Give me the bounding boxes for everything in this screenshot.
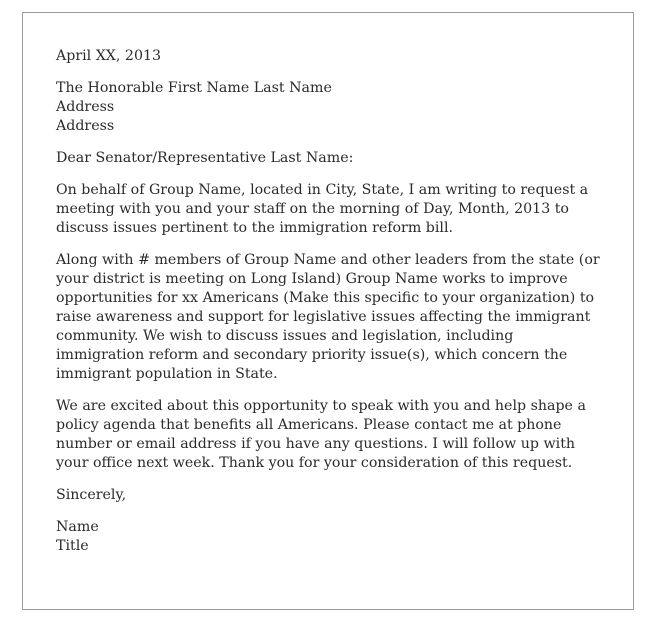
- recipient-address-line-2: Address: [56, 118, 115, 134]
- paragraph-line: immigration reform and secondary priority issue(s), which concern the: [56, 347, 568, 363]
- paragraph-line: opportunities for xx Americans (Make this specific to your organization) to: [56, 290, 595, 306]
- paragraph-line: discuss issues pertinent to the immigration reform bill.: [56, 220, 454, 236]
- paragraph-1: [56, 181, 596, 238]
- paragraph-line: your office next week. Thank you for your consideration of this request.: [56, 455, 573, 471]
- paragraph-line: immigrant population in State.: [56, 366, 278, 382]
- letter-page: [22, 12, 634, 610]
- recipient-name: The Honorable First Name Last Name: [56, 80, 332, 96]
- letter-date-block: [56, 47, 596, 66]
- recipient-block: [56, 79, 596, 136]
- signature-name: Name: [56, 519, 99, 535]
- paragraph-line: meeting with you and your staff on the morning of Day, Month, 2013 to: [56, 201, 569, 217]
- signature-title: Title: [56, 538, 89, 554]
- signature-block: [56, 518, 596, 556]
- paragraph-2: [56, 251, 600, 384]
- paragraph-line: policy agenda that benefits all Americans. Please contact me at phone: [56, 417, 562, 433]
- letter-date: April XX, 2013: [56, 48, 162, 64]
- closing-block: [56, 486, 596, 505]
- paragraph-line: Along with # members of Group Name and other leaders from the state (or: [56, 252, 600, 268]
- salutation-block: [56, 149, 596, 168]
- salutation: Dear Senator/Representative Last Name:: [56, 150, 354, 166]
- paragraph-line: On behalf of Group Name, located in City, State, I am writing to request a: [56, 182, 589, 198]
- paragraph-line: your district is meeting on Long Island) Group Name works to improve: [56, 271, 568, 287]
- paragraph-3: [56, 397, 596, 473]
- closing: Sincerely,: [56, 487, 127, 503]
- recipient-address-line-1: Address: [56, 99, 115, 115]
- paragraph-line: community. We wish to discuss issues and legislation, including: [56, 328, 514, 344]
- paragraph-line: We are excited about this opportunity to speak with you and help shape a: [56, 398, 586, 414]
- paragraph-line: raise awareness and support for legislative issues affecting the immigrant: [56, 309, 591, 325]
- letter-body: [56, 47, 600, 569]
- paragraph-line: number or email address if you have any questions. I will follow up with: [56, 436, 576, 452]
